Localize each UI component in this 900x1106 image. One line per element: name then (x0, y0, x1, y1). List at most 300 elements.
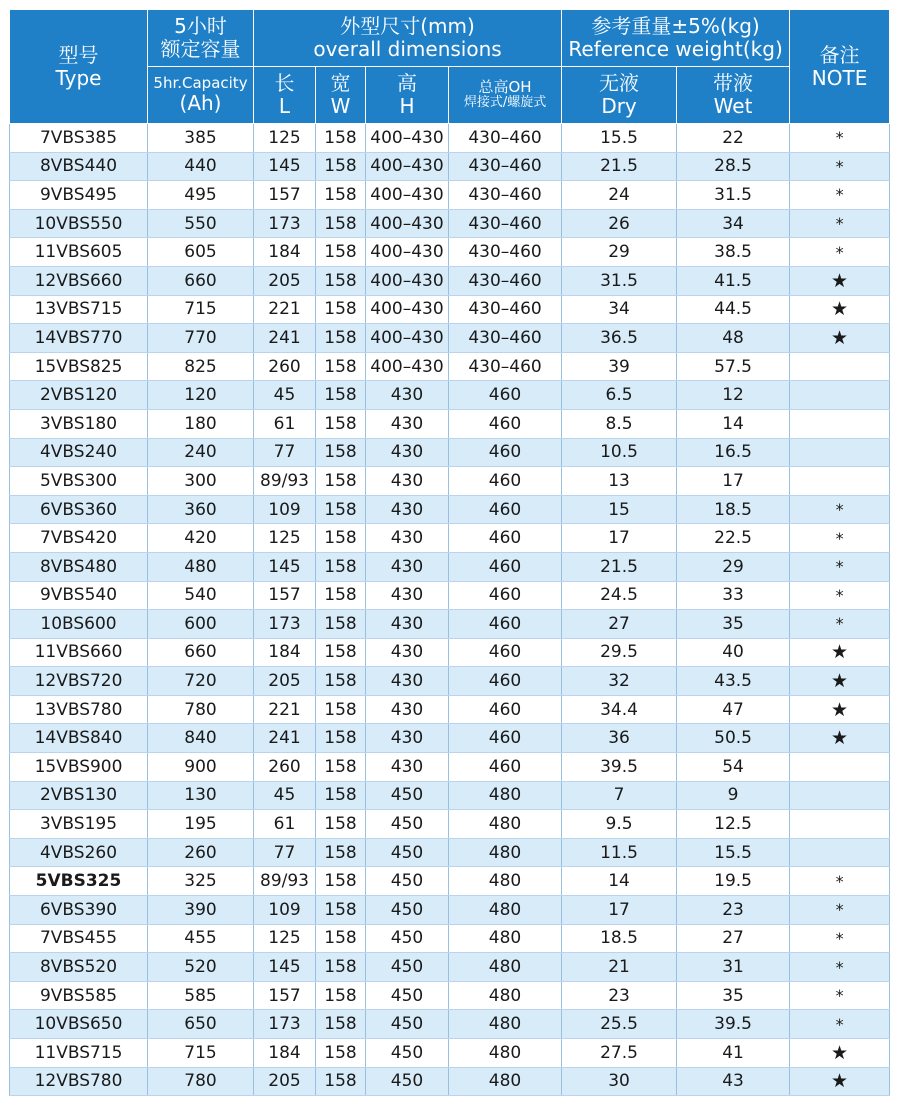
cell-overall-height: 480 (449, 896, 562, 925)
cell-length: 125 (254, 924, 316, 953)
cell-weight-dry: 21.5 (562, 552, 677, 581)
cell-overall-height: 460 (449, 581, 562, 610)
table-row (10, 409, 890, 438)
cell-weight-wet: 28.5 (677, 152, 790, 181)
table-row (10, 524, 890, 553)
cell-capacity: 650 (148, 1010, 254, 1039)
cell-type: 13VBS780 (10, 695, 148, 724)
cell-length: 241 (254, 324, 316, 353)
cell-type: 3VBS195 (10, 810, 148, 839)
header-capacity-ah: (Ah) (179, 91, 222, 116)
cell-overall-height: 430–460 (449, 295, 562, 324)
header-wet (677, 67, 790, 124)
cell-weight-wet: 47 (677, 695, 790, 724)
cell-note: ★ (790, 295, 890, 324)
cell-type: 10BS600 (10, 610, 148, 639)
cell-weight-dry: 36.5 (562, 324, 677, 353)
cell-note: * (790, 209, 890, 238)
cell-weight-dry: 24.5 (562, 581, 677, 610)
header-capacity-unit (148, 67, 254, 124)
cell-length: 173 (254, 209, 316, 238)
cell-overall-height: 460 (449, 381, 562, 410)
cell-height: 400–430 (366, 238, 449, 267)
table-row (10, 667, 890, 696)
cell-capacity: 390 (148, 896, 254, 925)
cell-note (790, 381, 890, 410)
table-header (10, 10, 890, 124)
header-oh-cn1: 总高OH (478, 77, 532, 96)
cell-width: 158 (316, 524, 366, 553)
battery-spec-table (9, 9, 890, 1096)
cell-weight-wet: 33 (677, 581, 790, 610)
cell-capacity: 660 (148, 638, 254, 667)
table-row (10, 352, 890, 381)
cell-width: 158 (316, 753, 366, 782)
cell-weight-dry: 21.5 (562, 152, 677, 181)
cell-note: * (790, 610, 890, 639)
cell-note: * (790, 124, 890, 153)
header-weight (562, 10, 790, 67)
cell-note: * (790, 152, 890, 181)
cell-weight-wet: 23 (677, 896, 790, 925)
header-capacity (148, 10, 254, 67)
cell-length: 77 (254, 438, 316, 467)
cell-weight-dry: 29.5 (562, 638, 677, 667)
header-height-cn: 高 (397, 71, 417, 95)
cell-height: 430 (366, 581, 449, 610)
cell-overall-height: 460 (449, 753, 562, 782)
cell-weight-wet: 15.5 (677, 838, 790, 867)
cell-length: 125 (254, 524, 316, 553)
table-row (10, 924, 890, 953)
cell-weight-dry: 25.5 (562, 1010, 677, 1039)
cell-capacity: 440 (148, 152, 254, 181)
cell-length: 109 (254, 896, 316, 925)
cell-weight-dry: 32 (562, 667, 677, 696)
cell-weight-wet: 14 (677, 409, 790, 438)
cell-height: 430 (366, 438, 449, 467)
cell-width: 158 (316, 381, 366, 410)
cell-weight-wet: 22.5 (677, 524, 790, 553)
cell-note: * (790, 924, 890, 953)
cell-weight-wet: 27 (677, 924, 790, 953)
cell-weight-wet: 39.5 (677, 1010, 790, 1039)
cell-weight-wet: 17 (677, 467, 790, 496)
table-row (10, 266, 890, 295)
cell-length: 61 (254, 810, 316, 839)
cell-height: 430 (366, 552, 449, 581)
header-height (366, 67, 449, 124)
cell-capacity: 600 (148, 610, 254, 639)
header-dimensions (254, 10, 562, 67)
cell-weight-dry: 6.5 (562, 381, 677, 410)
cell-type: 3VBS180 (10, 409, 148, 438)
header-length-en: L (278, 94, 291, 118)
header-oh-cn2: 焊接式/螺旋式 (463, 95, 547, 111)
cell-note: * (790, 581, 890, 610)
cell-capacity: 780 (148, 1067, 254, 1096)
cell-weight-dry: 17 (562, 896, 677, 925)
cell-capacity: 480 (148, 552, 254, 581)
table-row (10, 1010, 890, 1039)
cell-length: 45 (254, 781, 316, 810)
cell-capacity: 900 (148, 753, 254, 782)
cell-overall-height: 460 (449, 524, 562, 553)
cell-weight-wet: 31 (677, 953, 790, 982)
cell-capacity: 660 (148, 266, 254, 295)
cell-height: 400–430 (366, 266, 449, 295)
cell-note (790, 838, 890, 867)
header-width-cn: 宽 (330, 71, 351, 95)
cell-type: 9VBS585 (10, 981, 148, 1010)
cell-weight-wet: 12.5 (677, 810, 790, 839)
cell-width: 158 (316, 552, 366, 581)
cell-height: 430 (366, 695, 449, 724)
cell-width: 158 (316, 352, 366, 381)
cell-overall-height: 460 (449, 409, 562, 438)
table-row (10, 838, 890, 867)
header-wet-cn: 带液 (713, 71, 754, 95)
cell-weight-dry: 8.5 (562, 409, 677, 438)
cell-note: ★ (790, 1039, 890, 1068)
cell-overall-height: 460 (449, 610, 562, 639)
cell-overall-height: 480 (449, 867, 562, 896)
cell-width: 158 (316, 896, 366, 925)
cell-weight-dry: 13 (562, 467, 677, 496)
cell-type: 6VBS360 (10, 495, 148, 524)
table-row (10, 1039, 890, 1068)
table-row (10, 810, 890, 839)
cell-length: 89/93 (254, 867, 316, 896)
table-row (10, 581, 890, 610)
cell-note: * (790, 495, 890, 524)
cell-weight-wet: 22 (677, 124, 790, 153)
cell-weight-wet: 50.5 (677, 724, 790, 753)
cell-capacity: 180 (148, 409, 254, 438)
cell-length: 61 (254, 409, 316, 438)
cell-capacity: 385 (148, 124, 254, 153)
cell-type: 15VBS825 (10, 352, 148, 381)
cell-weight-dry: 14 (562, 867, 677, 896)
cell-weight-dry: 24 (562, 181, 677, 210)
table-row (10, 438, 890, 467)
cell-note: ★ (790, 324, 890, 353)
cell-height: 450 (366, 838, 449, 867)
table-row (10, 152, 890, 181)
cell-height: 400–430 (366, 124, 449, 153)
header-height-en: H (399, 94, 415, 118)
header-width-en: W (330, 94, 351, 118)
header-note-en: NOTE (811, 65, 868, 90)
spec-table-container (9, 9, 889, 1096)
cell-weight-dry: 9.5 (562, 810, 677, 839)
cell-capacity: 550 (148, 209, 254, 238)
cell-overall-height: 430–460 (449, 181, 562, 210)
cell-type: 10VBS550 (10, 209, 148, 238)
cell-height: 400–430 (366, 209, 449, 238)
header-dry (562, 67, 677, 124)
cell-note (790, 352, 890, 381)
cell-overall-height: 430–460 (449, 152, 562, 181)
cell-capacity: 300 (148, 467, 254, 496)
header-capacity-en: 5hr.Capacity (153, 73, 248, 92)
cell-overall-height: 480 (449, 781, 562, 810)
cell-overall-height: 460 (449, 724, 562, 753)
cell-length: 260 (254, 352, 316, 381)
cell-width: 158 (316, 838, 366, 867)
cell-weight-dry: 26 (562, 209, 677, 238)
table-row (10, 181, 890, 210)
cell-note: ★ (790, 724, 890, 753)
cell-weight-wet: 41 (677, 1039, 790, 1068)
cell-length: 184 (254, 1039, 316, 1068)
table-row (10, 953, 890, 982)
cell-height: 450 (366, 981, 449, 1010)
cell-weight-dry: 29 (562, 238, 677, 267)
cell-capacity: 715 (148, 295, 254, 324)
cell-length: 241 (254, 724, 316, 753)
cell-type: 8VBS480 (10, 552, 148, 581)
header-note (790, 10, 890, 124)
cell-overall-height: 480 (449, 810, 562, 839)
cell-length: 145 (254, 152, 316, 181)
cell-height: 430 (366, 524, 449, 553)
cell-weight-wet: 35 (677, 981, 790, 1010)
table-row (10, 295, 890, 324)
cell-note (790, 753, 890, 782)
table-row (10, 467, 890, 496)
cell-width: 158 (316, 1039, 366, 1068)
cell-weight-wet: 31.5 (677, 181, 790, 210)
cell-length: 173 (254, 610, 316, 639)
cell-weight-wet: 35 (677, 610, 790, 639)
cell-type: 7VBS385 (10, 124, 148, 153)
cell-width: 158 (316, 867, 366, 896)
cell-width: 158 (316, 695, 366, 724)
table-row (10, 695, 890, 724)
table-row (10, 1067, 890, 1096)
cell-overall-height: 460 (449, 695, 562, 724)
cell-width: 158 (316, 1067, 366, 1096)
cell-width: 158 (316, 152, 366, 181)
cell-capacity: 825 (148, 352, 254, 381)
cell-overall-height: 460 (449, 638, 562, 667)
cell-width: 158 (316, 781, 366, 810)
cell-type: 4VBS240 (10, 438, 148, 467)
cell-length: 77 (254, 838, 316, 867)
header-note-cn: 备注 (819, 42, 860, 67)
cell-weight-dry: 34.4 (562, 695, 677, 724)
cell-type: 14VBS840 (10, 724, 148, 753)
cell-height: 450 (366, 1067, 449, 1096)
cell-type: 9VBS495 (10, 181, 148, 210)
table-row (10, 724, 890, 753)
cell-width: 158 (316, 724, 366, 753)
cell-note: * (790, 524, 890, 553)
cell-length: 145 (254, 552, 316, 581)
cell-capacity: 120 (148, 381, 254, 410)
cell-note: * (790, 896, 890, 925)
cell-length: 89/93 (254, 467, 316, 496)
cell-length: 157 (254, 981, 316, 1010)
header-type-en: Type (55, 65, 102, 90)
table-row (10, 638, 890, 667)
cell-type: 15VBS900 (10, 753, 148, 782)
cell-weight-dry: 15.5 (562, 124, 677, 153)
cell-width: 158 (316, 924, 366, 953)
cell-weight-wet: 34 (677, 209, 790, 238)
cell-type: 2VBS130 (10, 781, 148, 810)
header-capacity-cn1: 5小时 (174, 14, 227, 38)
cell-weight-wet: 40 (677, 638, 790, 667)
cell-overall-height: 430–460 (449, 124, 562, 153)
cell-length: 125 (254, 124, 316, 153)
header-type (10, 10, 148, 124)
cell-weight-dry: 27 (562, 610, 677, 639)
header-dimensions-cn: 外型尺寸(mm) (340, 14, 475, 38)
cell-length: 184 (254, 638, 316, 667)
cell-weight-dry: 15 (562, 495, 677, 524)
cell-note: * (790, 981, 890, 1010)
cell-weight-dry: 17 (562, 524, 677, 553)
cell-overall-height: 480 (449, 1010, 562, 1039)
cell-capacity: 130 (148, 781, 254, 810)
cell-length: 157 (254, 581, 316, 610)
table-row (10, 896, 890, 925)
cell-capacity: 840 (148, 724, 254, 753)
cell-length: 145 (254, 953, 316, 982)
cell-width: 158 (316, 610, 366, 639)
cell-type: 13VBS715 (10, 295, 148, 324)
cell-length: 221 (254, 295, 316, 324)
cell-height: 430 (366, 724, 449, 753)
cell-height: 450 (366, 953, 449, 982)
cell-weight-wet: 18.5 (677, 495, 790, 524)
cell-type: 12VBS780 (10, 1067, 148, 1096)
cell-overall-height: 430–460 (449, 324, 562, 353)
header-wet-en: Wet (713, 94, 753, 118)
header-weight-en: Reference weight(kg) (568, 37, 783, 61)
cell-capacity: 260 (148, 838, 254, 867)
cell-capacity: 360 (148, 495, 254, 524)
cell-height: 400–430 (366, 352, 449, 381)
cell-type: 12VBS720 (10, 667, 148, 696)
table-row (10, 610, 890, 639)
cell-width: 158 (316, 295, 366, 324)
cell-weight-dry: 39 (562, 352, 677, 381)
header-type-cn: 型号 (58, 42, 99, 67)
cell-height: 450 (366, 1010, 449, 1039)
cell-note (790, 467, 890, 496)
cell-overall-height: 460 (449, 467, 562, 496)
cell-note: * (790, 867, 890, 896)
cell-type: 5VBS300 (10, 467, 148, 496)
cell-width: 158 (316, 409, 366, 438)
cell-overall-height: 460 (449, 438, 562, 467)
cell-type: 6VBS390 (10, 896, 148, 925)
cell-overall-height: 460 (449, 667, 562, 696)
cell-note: ★ (790, 695, 890, 724)
cell-overall-height: 460 (449, 552, 562, 581)
cell-width: 158 (316, 667, 366, 696)
cell-type: 10VBS650 (10, 1010, 148, 1039)
cell-height: 400–430 (366, 152, 449, 181)
cell-weight-dry: 18.5 (562, 924, 677, 953)
cell-overall-height: 460 (449, 495, 562, 524)
cell-length: 205 (254, 266, 316, 295)
cell-weight-wet: 38.5 (677, 238, 790, 267)
cell-type: 12VBS660 (10, 266, 148, 295)
cell-weight-wet: 43 (677, 1067, 790, 1096)
cell-length: 109 (254, 495, 316, 524)
cell-overall-height: 430–460 (449, 238, 562, 267)
cell-capacity: 195 (148, 810, 254, 839)
cell-type: 8VBS520 (10, 953, 148, 982)
cell-height: 430 (366, 495, 449, 524)
cell-overall-height: 480 (449, 953, 562, 982)
cell-height: 400–430 (366, 324, 449, 353)
cell-type: 2VBS120 (10, 381, 148, 410)
cell-height: 430 (366, 753, 449, 782)
table-row (10, 867, 890, 896)
header-length-cn: 长 (274, 71, 295, 95)
header-dry-cn: 无液 (599, 71, 640, 95)
cell-note: ★ (790, 1067, 890, 1096)
cell-type: 4VBS260 (10, 838, 148, 867)
cell-type: 7VBS420 (10, 524, 148, 553)
cell-height: 450 (366, 867, 449, 896)
cell-width: 158 (316, 810, 366, 839)
cell-weight-dry: 10.5 (562, 438, 677, 467)
table-row (10, 209, 890, 238)
cell-height: 400–430 (366, 181, 449, 210)
cell-width: 158 (316, 324, 366, 353)
table-row (10, 124, 890, 153)
cell-height: 400–430 (366, 295, 449, 324)
header-width (316, 67, 366, 124)
cell-overall-height: 430–460 (449, 209, 562, 238)
header-capacity-cn2: 额定容量 (160, 37, 241, 61)
cell-weight-dry: 23 (562, 981, 677, 1010)
table-row (10, 753, 890, 782)
cell-capacity: 420 (148, 524, 254, 553)
cell-note: * (790, 238, 890, 267)
cell-weight-wet: 41.5 (677, 266, 790, 295)
cell-width: 158 (316, 438, 366, 467)
cell-height: 430 (366, 467, 449, 496)
cell-note: * (790, 953, 890, 982)
cell-overall-height: 480 (449, 1039, 562, 1068)
cell-overall-height: 480 (449, 924, 562, 953)
cell-height: 450 (366, 810, 449, 839)
cell-width: 158 (316, 467, 366, 496)
cell-capacity: 495 (148, 181, 254, 210)
cell-width: 158 (316, 1010, 366, 1039)
cell-type: 9VBS540 (10, 581, 148, 610)
cell-note (790, 438, 890, 467)
cell-height: 450 (366, 1039, 449, 1068)
header-overall-height (449, 67, 562, 124)
cell-width: 158 (316, 124, 366, 153)
cell-overall-height: 480 (449, 838, 562, 867)
cell-length: 221 (254, 695, 316, 724)
cell-width: 158 (316, 638, 366, 667)
cell-weight-wet: 57.5 (677, 352, 790, 381)
header-weight-cn: 参考重量±5%(kg) (591, 14, 760, 38)
cell-weight-wet: 12 (677, 381, 790, 410)
cell-note: ★ (790, 266, 890, 295)
cell-length: 45 (254, 381, 316, 410)
